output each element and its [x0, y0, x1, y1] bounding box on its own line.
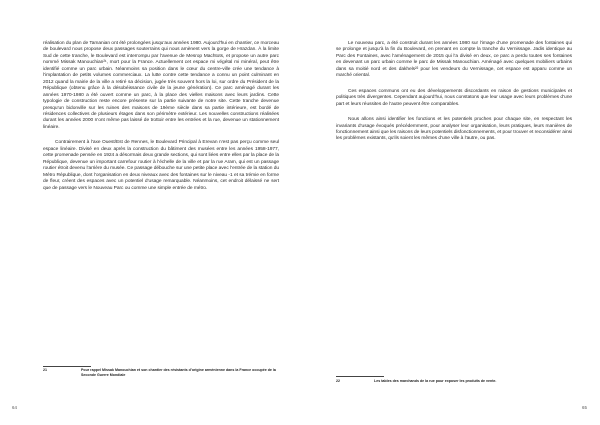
right-page [300, 0, 600, 425]
right-paragraph-2: Ces espaces communs ont eu des développements discordants en raison de gestions municipales et politiques très divergentes. Cependant aujourd’hui, nous constatons que leur usage avec leurs problèmes d’une part et leurs réussites de l’autre peuvent être comparables. [336, 88, 572, 107]
right-footnote-number: 22 [336, 379, 340, 383]
left-paragraph-1: réalisation du plan de Tamanian ont été prolongées jusqu’aux années 1980. Aujourd’hui en chantier, ce morceau de boulevard nous propose deux passages souterrains qui nous amènent vers la gorge de Hrazdan. À la limite Sud de cette tranche, le Boulevard est interrompu par l’avenue de Mesrop Machtots, et propose un autre parc nommé Missak Manouchian²¹, mort pour la France. Actuellement cet espace mi végétal mi minéral, peut être identifié comme un parc urbain. Néanmoins sa position dans le cœur du centre-ville crée une tendance à l’implantation de petits volumes commerciaux. La lutte contre cette tendance a connu un point culminant en 2012 quand la mairie de la ville a retiré sa décision, jugée très souvent hors la loi, sur ordre du Président de la République (obtenu grâce à la désobéissance civile de la jeune génération). Ce parc aménagé durant les années 1970-1980 a été ouvert comme un parc, à la place des vielles maisons avec leurs jardins. Cette typologie de construction reste encore présente sur la partie suivante de notre site. Cette tranche devenue presqu’un bidonville sur les ruines des maisons de 19ème siècle dans sa partie intérieure, est bordé de résidences collectives de plusieurs étages dans son périmètre extérieur. Les nouvelles constructions réalisées durant les années 2000 n’ont même pas laissé de trottoir entre les entrées et la rue, devenue un stationnement linéaire. [43, 41, 279, 130]
left-paragraph-2: Contrairement à l’axe Ouest/Est de Rennes, le Boulevard Principal à Erevan n’est pas perçu comme seul espace linéaire. Divisé en deux après la construction du bâtiment des musées entre les années 1958-1977, cette promenade pensée en 1924 a désormais deux grande sections, qui sont liées entre elles par la place de la République, devenue un important carrefour routier à l’échelle de la ville et par la rue Aram, qui est un passage routier étroit devenu l’arrière du musée. Ce passage débouche sur une petite place avec l’entrée de la station du Métro République, dont l’organisation en deux niveaux avec des fontaines sur le niveau -1 et sa trémie en forme de fleur, créent des espaces avec un potentiel d’usage remarquable. Néanmoins, cet endroit délaissé ne sert que de passage vers le Nouveau Parc ou comme une simple entrée de métro. [43, 140, 279, 191]
right-page-number: 65 [582, 405, 587, 410]
left-footnote-text: Pour rappel Missak Manouchian et son chantier des résistants d’origine arménienne dans la France occupée de la Seconde Guerre Mondiale [81, 368, 276, 377]
left-page-number: 64 [12, 405, 17, 410]
right-paragraph-3: Nous allons ainsi identifier les fonctions et les potentiels proches pour chaque site, en respectant les invariants d’usage évoqués précédemment, pour analyser leur organisation, leurs pratiques, leurs manières de fonctionnement ainsi que les raisons de leurs potentiels disfonctionnements, et pour trouver et reconsidérer ainsi les problèmes existants, qu’ils soient les mêmes d’une ville à l’autre, ou pas. [336, 117, 572, 142]
right-footnote-text: Les tables des marchands de la rue pour exposer les produits de vente. [374, 379, 497, 383]
left-footnote-number: 21 [43, 368, 47, 372]
left-text-column [43, 41, 279, 201]
left-footnote [43, 368, 279, 378]
right-text-column [336, 41, 572, 152]
right-footnote-rule [336, 376, 384, 377]
right-paragraph-1: Le nouveau parc, a été construit durant les années 1980 sur l’image d’une promenade des fontaines qui se prolonge et jusqu’à la fin du Boulevard, en prenant en compte la tranche du Vernissage. Jadis identique au Parc des Fontaines, avec l’aménagement de 2015 qui l’a divisé en deux, ce parc a perdu toutes ses fontaines en devenant un parc urbain comme le parc de Missak Manouchian. Aménagé avec quelques mobiliers urbains dans sa moitié nord et des dakhels²² pour les vendeurs du Vernissage, cet espace est apparu comme un marché oriental. [336, 41, 572, 79]
left-footnote-rule [43, 366, 91, 367]
right-footnote [336, 379, 572, 384]
